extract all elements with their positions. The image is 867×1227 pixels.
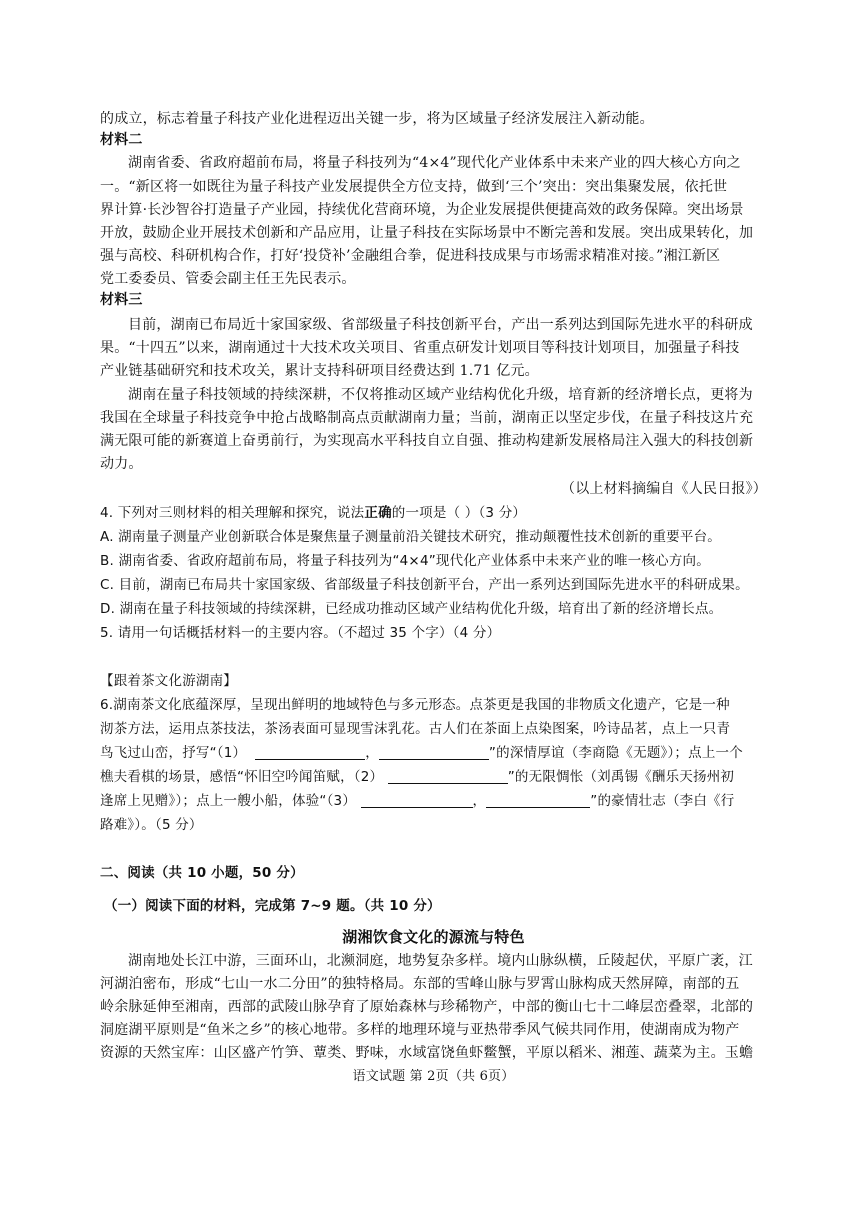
question-6-text: ”的无限惆怅（刘禹锡《酬乐天扬州初 — [507, 769, 735, 785]
article-title: 湖湘饮食文化的源流与特色 — [342, 928, 525, 946]
question-6-line: 6.湖南茶文化底蕴深厚，呈现出鲜明的地域特色与多元形态。点茶更是我国的非物质文化遗产，它是一种 — [100, 697, 730, 713]
section-2-heading: 二、阅读（共 10 小题，50 分） — [100, 865, 304, 881]
question-6-text: ， — [365, 745, 379, 761]
passage-line: 果。“十四五”以来，湖南通过十大技术攻关项目、省重点研发计划项目等科技计划项目，加强量子科技 — [100, 340, 740, 356]
article-line: 岭余脉延伸至湘南，西部的武陵山脉孕育了原始森林与珍稀物产，中部的衡山七十二峰层峦叠翠，北部的 — [100, 999, 754, 1015]
article-line: 洞庭湖平原则是“鱼米之乡”的核心地带。多样的地理环境与亚热带季风气候共同作用，使湖南成为物产 — [100, 1022, 740, 1038]
passage-line: 开放，鼓励企业开展技术创新和产品应用，让量子科技在实际场景中不断完善和发展。突出成果转化，加 — [100, 225, 754, 241]
passage-line: 目前，湖南已布局近十家国家级、省部级量子科技创新平台，产出一系列达到国际先进水平的科研成 — [128, 317, 753, 333]
question-6-line: 沏茶方法，运用点茶技法，茶汤表面可显现雪沫乳花。古人们在茶面上点染图案，吟诗品茗，点上一只青 — [100, 721, 731, 737]
passage-line: 产业链基础研究和技术攻关，累计支持科研项目经费达到 1.71 亿元。 — [100, 363, 539, 379]
article-line: 河湖泊密布，形成“七山一水二分田”的独特格局。东部的雪峰山脉与罗霄山脉构成天然屏障，南部的五 — [100, 976, 740, 992]
source-note: （以上材料摘编自《人民日报》） — [561, 481, 767, 497]
answer-blank-3a[interactable] — [361, 793, 473, 808]
passage-line: 的成立，标志着量子科技产业化进程迈出关键一步，将为区域量子经济发展注入新动能。 — [100, 111, 654, 127]
question-6-text: ， — [472, 793, 487, 809]
passage-line: 一。“新区将一如既往为量子科技产业发展提供全方位支持，做到‘三个’突出：突出集聚发展，依托世 — [100, 179, 728, 195]
passage-line: 满无限可能的新赛道上奋勇前行，为实现高水平科技自立自强、推动构建新发展格局注入强大的科技创新 — [100, 433, 754, 449]
option-c: C. 目前，湖南已布局共十家国家级、省部级量子科技创新平台，产出一系列达到国际先进水平的科研成果。 — [100, 577, 749, 593]
answer-blank-1a[interactable] — [255, 745, 365, 760]
question-4-emphasis: 正确 — [364, 505, 392, 521]
option-d: D. 湖南在量子科技领域的持续深耕，已经成功推动区域产业结构优化升级，培育出了新的经济增长点。 — [100, 601, 723, 617]
article-line: 资源的天然宝库：山区盛产竹笋、蕈类、野味，水域富饶鱼虾鳖蟹，平原以稻米、湘莲、蔬菜为主。玉蟾 — [100, 1045, 754, 1061]
article-line: 湖南地处长江中游，三面环山，北濒洞庭，地势复杂多样。境内山脉纵横，丘陵起伏，平原广袤，江 — [128, 953, 753, 969]
question-6-line: 路难》）。（5 分） — [100, 817, 203, 833]
question-6-text: 鸟飞过山峦，抒写“（1） — [100, 745, 247, 761]
material-2-label: 材料二 — [100, 132, 143, 148]
section-2-subheading: （一）阅读下面的材料，完成第 7~9 题。（共 10 分） — [104, 898, 441, 914]
passage-line: 湖南省委、省政府超前布局，将量子科技列为“4×4”现代化产业体系中未来产业的四大核心方向之 — [128, 155, 741, 171]
passage-line: 动力。 — [100, 456, 143, 472]
option-a: A. 湖南量子测量产业创新联合体是聚焦量子测量前沿关键技术研究，推动颠覆性技术创新的重要平台。 — [100, 529, 721, 545]
question-5: 5. 请用一句话概括材料一的主要内容。（不超过 35 个字）（4 分） — [100, 625, 501, 641]
page-footer: 语文试题 第 2页（共 6页） — [352, 1069, 515, 1084]
answer-blank-2[interactable] — [388, 769, 508, 784]
passage-line: 界计算·长沙智谷打造量子产业园，持续优化营商环境，为企业发展提供便捷高效的政务保障。突出场景 — [100, 202, 744, 218]
question-6-text: 逢席上见赠》）；点上一艘小船，体验“（3） — [100, 793, 357, 809]
question-6-text: ”的深情厚谊（李商隐《无题》）；点上一个 — [488, 745, 743, 761]
question-4-stem-b: 的一项是（ ）（3 分） — [391, 505, 527, 521]
question-6-line — [100, 790, 770, 812]
answer-blank-3b[interactable] — [486, 793, 590, 808]
passage-line: 党工委委员、管委会副主任王先民表示。 — [100, 271, 356, 287]
question-6-text: 樵夫看棋的场景，感悟“怀旧空吟闻笛赋，（2） — [100, 769, 384, 785]
option-b: B. 湖南省委、省政府超前布局，将量子科技列为“4×4”现代化产业体系中未来产业的唯一核心方向。 — [100, 553, 710, 569]
question-4-stem — [100, 502, 770, 524]
question-6-text: ”的豪情壮志（李白《行 — [590, 793, 735, 809]
passage-line: 湖南在量子科技领域的持续深耕，不仅将推动区域产业结构优化升级，培育新的经济增长点，更将为 — [128, 387, 753, 403]
section-tea-heading: 【跟着茶文化游湖南】 — [100, 673, 237, 689]
material-3-label: 材料三 — [100, 292, 143, 308]
passage-line: 强与高校、科研机构合作，打好‘投贷补’金融组合拳，促进科技成果与市场需求精准对接。”湘江新区 — [100, 248, 721, 264]
question-6-line — [100, 766, 770, 788]
answer-blank-1b[interactable] — [379, 745, 489, 760]
question-4-stem-a: 4. 下列对三则材料的相关理解和探究，说法 — [100, 505, 365, 521]
question-6-line — [100, 742, 770, 764]
passage-line: 我国在全球量子科技竞争中抢占战略制高点贡献湖南力量；当前，湖南正以坚定步伐，在量子科技这片充 — [100, 410, 754, 426]
